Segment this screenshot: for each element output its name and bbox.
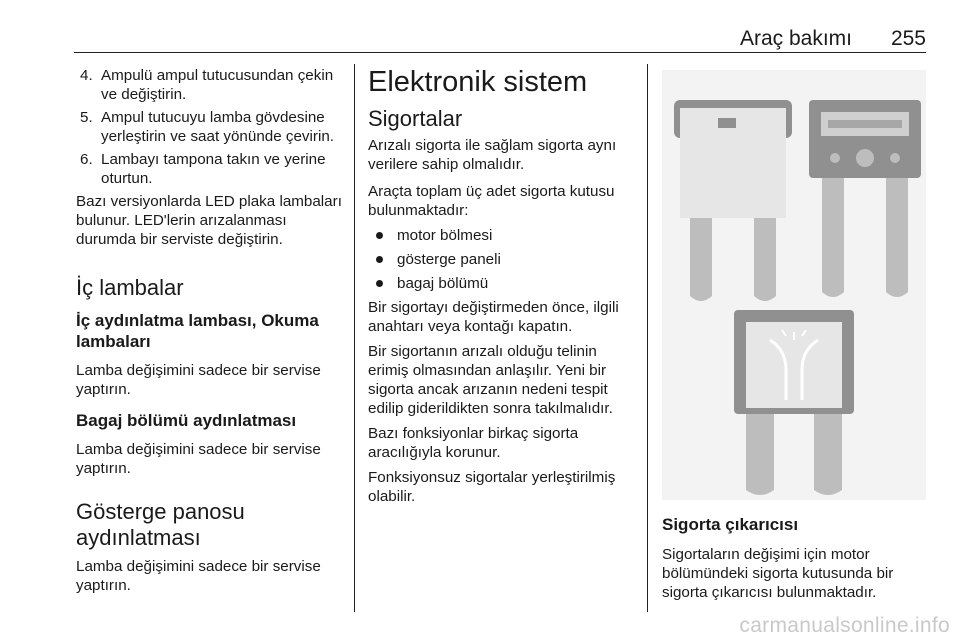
list-item: 4. Ampulü ampul tutucusundan çekin ve değiştirin. (80, 67, 334, 103)
fuses-p4: Bir sigortanın arızalı olduğu telinin erimiş olmasından anlaşılır. Yeni bir sigorta ancak arızanın nedeni tespit edilip giderildikten sonra takılmalıdır. (368, 343, 613, 417)
fuse-transparent-view (734, 310, 854, 495)
fuse-illustration (662, 70, 926, 500)
dashboard-light-heading: Gösterge panosu aydınlatması (76, 499, 245, 550)
header-divider (74, 52, 926, 53)
column-left (76, 66, 342, 595)
fuse-puller-text: Sigortaların değişimi için motor bölümündeki sigorta kutusunda bir sigorta çıkarıcısı bulunmaktadır. (662, 546, 894, 601)
reading-lamps-heading: İç aydınlatma lambası, Okuma lambaları (76, 311, 319, 351)
fuse-drawing (662, 70, 926, 500)
dashboard-light-text: Lamba değişimini sadece bir servise yaptırın. (76, 558, 321, 594)
column-divider-right (647, 64, 648, 612)
section-title: Araç bakımı (739, 27, 852, 50)
list-item: 5. Ampul tutucuyu lamba gövdesine yerleştirin ve saat yönünde çevirin. (80, 109, 334, 145)
fuse-side-view (674, 100, 792, 301)
fuses-p3: Bir sigortayı değiştirmeden önce, ilgili anahtarı veya kontağı kapatın. (368, 299, 619, 335)
page-number: 255 (890, 27, 926, 50)
fuses-p1: Arızalı sigorta ile sağlam sigorta aynı verilere sahip olmalıdır. (368, 137, 617, 173)
led-note: Bazı versiyonlarda LED plaka lambaları bulunur. LED'lerin arızalanması durumda bir serviste değiştirin. (76, 193, 342, 248)
trunk-light-text: Lamba değişimini sadece bir servise yaptırın. (76, 441, 321, 477)
fuse-front-view (809, 100, 921, 297)
fuses-p6: Fonksiyonsuz sigortalar yerleştirilmiş olabilir. (368, 469, 616, 505)
interior-lamps-heading: İç lambalar (76, 275, 184, 300)
list-item: bagaj bölümü (368, 274, 636, 293)
fuses-heading: Sigortalar (368, 106, 463, 131)
fuse-puller-heading: Sigorta çıkarıcısı (662, 515, 799, 534)
reading-lamps-text: Lamba değişimini sadece bir servise yaptırın. (76, 362, 321, 398)
fuses-p5: Bazı fonksiyonlar birkaç sigorta aracılığıyla korunur. (368, 425, 579, 461)
trunk-light-heading: Bagaj bölümü aydınlatması (76, 411, 297, 430)
steps-list (76, 66, 342, 188)
column-right (662, 514, 928, 602)
list-item: motor bölmesi (368, 226, 636, 245)
electronics-heading: Elektronik sistem (368, 66, 588, 98)
column-divider-left (354, 64, 355, 612)
column-middle (368, 66, 636, 506)
site-watermark: carmanualsonline.info (739, 614, 950, 637)
fuses-p2: Araçta toplam üç adet sigorta kutusu bulunmaktadır: (368, 183, 615, 219)
list-item: 6. Lambayı tampona takın ve yerine oturtun. (80, 151, 326, 187)
fuse-box-list (368, 226, 636, 293)
list-item: gösterge paneli (368, 250, 636, 269)
